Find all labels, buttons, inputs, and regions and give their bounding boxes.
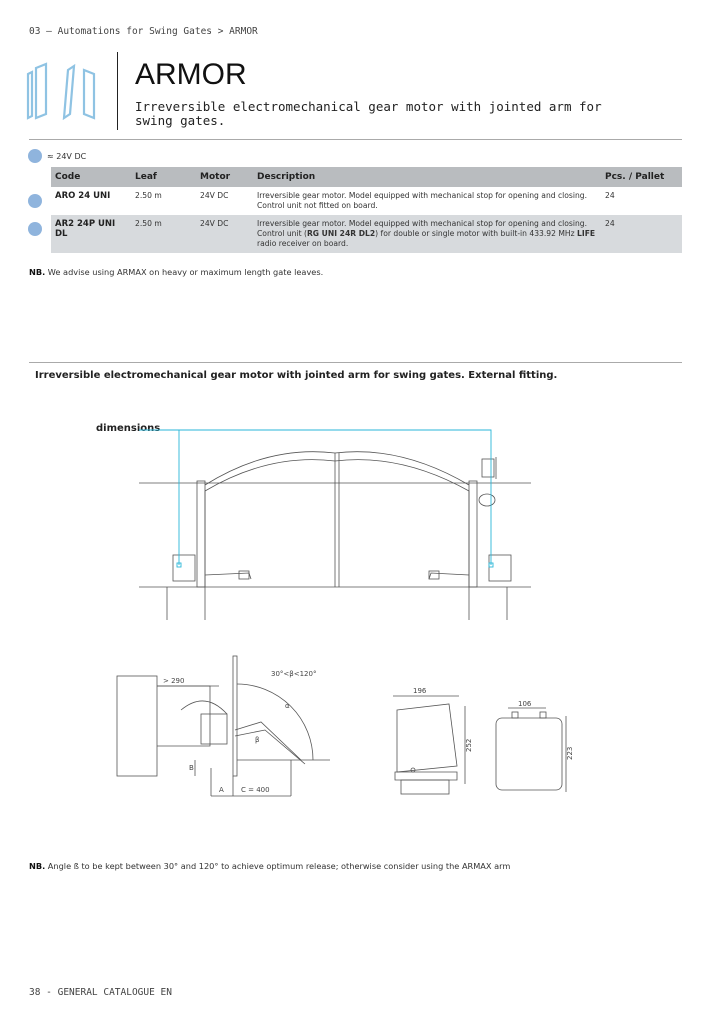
cell-motor: 24V DC: [200, 191, 229, 200]
cell-code: AR2 24P UNI DL: [51, 215, 131, 253]
note-text: Angle ß to be kept between 30° and 120° to achieve optimum release; otherwise consider using the ARMAX arm: [45, 861, 511, 871]
note-text: We advise using ARMAX on heavy or maximum length gate leaves.: [45, 267, 324, 277]
desc-line: ) for double or single motor with built-in 433.92 MHz: [375, 229, 578, 238]
dim-a-label: A: [219, 786, 224, 794]
dimensions-label: dimensions: [96, 423, 161, 434]
alpha-label: α: [285, 702, 290, 710]
angle-range-label: 30°<β<120°: [271, 670, 317, 678]
header-rule: [29, 139, 682, 140]
col-code: Code: [51, 167, 131, 187]
cell-code: ARO 24 UNI: [55, 191, 111, 201]
desc-line: Irreversible gear motor. Model equipped with mechanical stop for opening and closing.: [257, 191, 588, 200]
desc-line: Control unit (: [257, 229, 307, 238]
desc-line: Control unit not fitted on board.: [257, 201, 378, 210]
motor-front-view: [486, 700, 576, 800]
note-armax: [29, 267, 323, 277]
swing-gate-icon: [26, 62, 98, 120]
note-label: NB.: [29, 267, 46, 277]
cell-pallet: 24: [601, 215, 682, 253]
table-row: [51, 187, 682, 215]
cell-leaf: 2.50 m: [131, 215, 196, 253]
col-description: Description: [253, 167, 601, 187]
desc-line: radio receiver on board.: [257, 239, 349, 248]
life-brand: LIFE: [577, 229, 596, 238]
desc-line: Irreversible gear motor. Model equipped with mechanical stop for opening and closing.: [257, 219, 588, 228]
title-divider: [117, 52, 118, 130]
section-rule: [29, 362, 682, 363]
side-height-label: 252: [465, 738, 473, 752]
product-table: [51, 167, 682, 253]
row-dot-2: [28, 222, 42, 236]
control-unit-code: RG UNI 24R DL2: [306, 229, 376, 238]
note-label: NB.: [29, 861, 46, 871]
cell-leaf: 2.50 m: [135, 191, 162, 200]
dim-c-label: C = 400: [241, 786, 270, 794]
cell-description: [253, 215, 601, 253]
section-title: Irreversible electromechanical gear motor with jointed arm for swing gates. External fitting.: [35, 370, 558, 381]
page-subtitle: Irreversible electromechanical gear motor with jointed arm for swing gates.: [135, 99, 602, 128]
cell-motor: 24V DC: [196, 215, 253, 253]
note-angle: [29, 861, 510, 871]
front-height-label: 223: [566, 746, 574, 760]
table-row: [51, 215, 682, 253]
col-leaf: Leaf: [131, 167, 196, 187]
installation-plan-drawing: [115, 650, 330, 800]
col-motor: Motor: [196, 167, 253, 187]
row-dot-1: [28, 194, 42, 208]
motor-side-view: [383, 680, 483, 800]
col-pallet: Pcs. / Pallet: [601, 167, 682, 187]
voltage-legend: ≈ 24V DC: [47, 152, 87, 161]
side-width-label: 196: [413, 687, 427, 695]
breadcrumb: 03 — Automations for Swing Gates > ARMOR: [29, 26, 258, 37]
table-header-row: [51, 167, 682, 187]
page-title: ARMOR: [135, 58, 247, 91]
cell-pallet: 24: [605, 191, 615, 200]
cell-description: [253, 187, 601, 215]
min-distance-label: > 290: [163, 677, 185, 685]
gate-elevation-drawing: [139, 425, 531, 620]
dim-b-label: B: [189, 764, 194, 772]
voltage-legend-dot: [28, 149, 42, 163]
front-width-label: 106: [518, 700, 532, 708]
beta-label: β: [255, 736, 260, 744]
page-footer: 38 - GENERAL CATALOGUE EN: [29, 987, 172, 998]
